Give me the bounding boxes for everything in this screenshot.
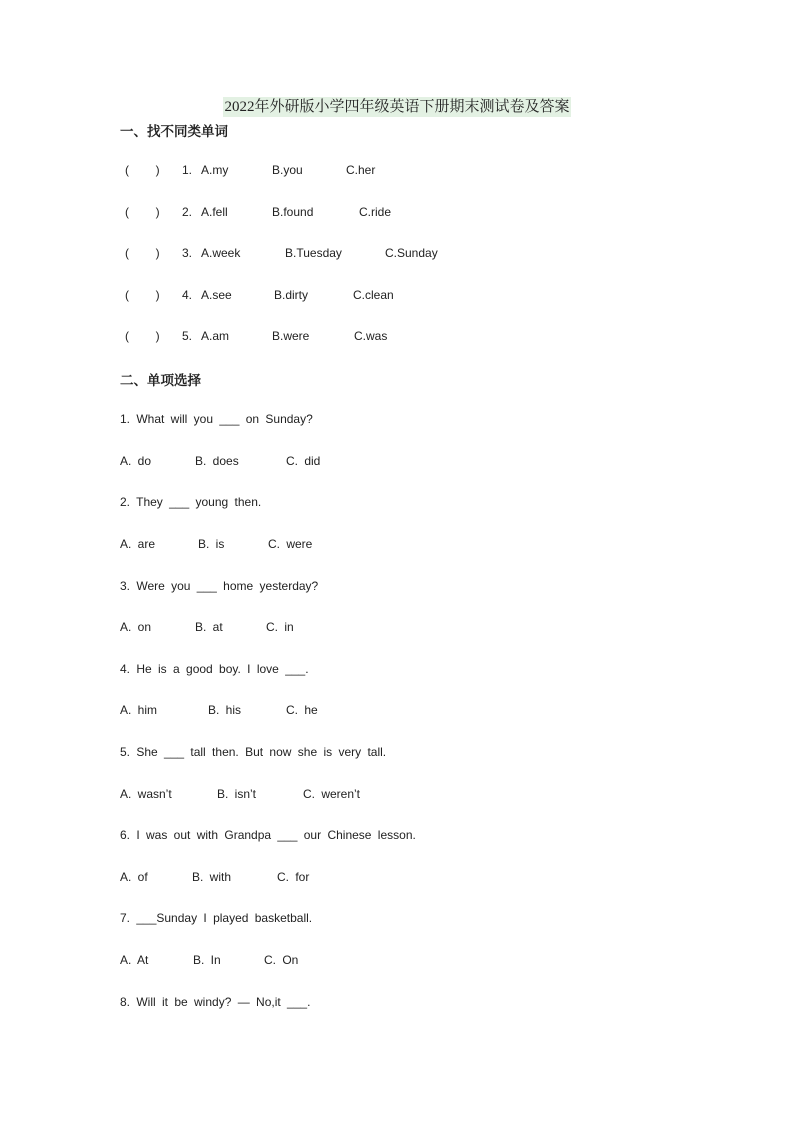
question-5: 5. She ___ tall then. But now she is very tall. bbox=[120, 745, 387, 759]
question-8: 8. Will it be windy? — No,it ___. bbox=[120, 995, 311, 1009]
odd-one-out-item-5: ( ) 5. A.am B.were C.was bbox=[125, 329, 388, 343]
question-6: 6. I was out with Grandpa ___ our Chinese lesson. bbox=[120, 828, 416, 842]
section-1-heading: 一、找不同类单词 bbox=[120, 124, 228, 139]
question-4: 4. He is a good boy. I love ___. bbox=[120, 662, 309, 676]
question-3: 3. Were you ___ home yesterday? bbox=[120, 579, 319, 593]
question-2: 2. They ___ young then. bbox=[120, 495, 262, 509]
question-7: 7. ___Sunday I played basketball. bbox=[120, 911, 313, 925]
odd-one-out-item-2: ( ) 2. A.fell B.found C.ride bbox=[125, 205, 392, 219]
section-2-heading: 二、单项选择 bbox=[120, 373, 201, 388]
odd-one-out-item-4: ( ) 4. A.see B.dirty C.clean bbox=[125, 288, 394, 302]
odd-one-out-item-3: ( ) 3. A.week B.Tuesday C.Sunday bbox=[125, 246, 438, 260]
odd-one-out-item-1: ( ) 1. A.my B.you C.her bbox=[125, 163, 376, 177]
question-1: 1. What will you ___ on Sunday? bbox=[120, 412, 313, 426]
document-title: 2022年外研版小学四年级英语下册期末测试卷及答案 bbox=[224, 99, 570, 115]
